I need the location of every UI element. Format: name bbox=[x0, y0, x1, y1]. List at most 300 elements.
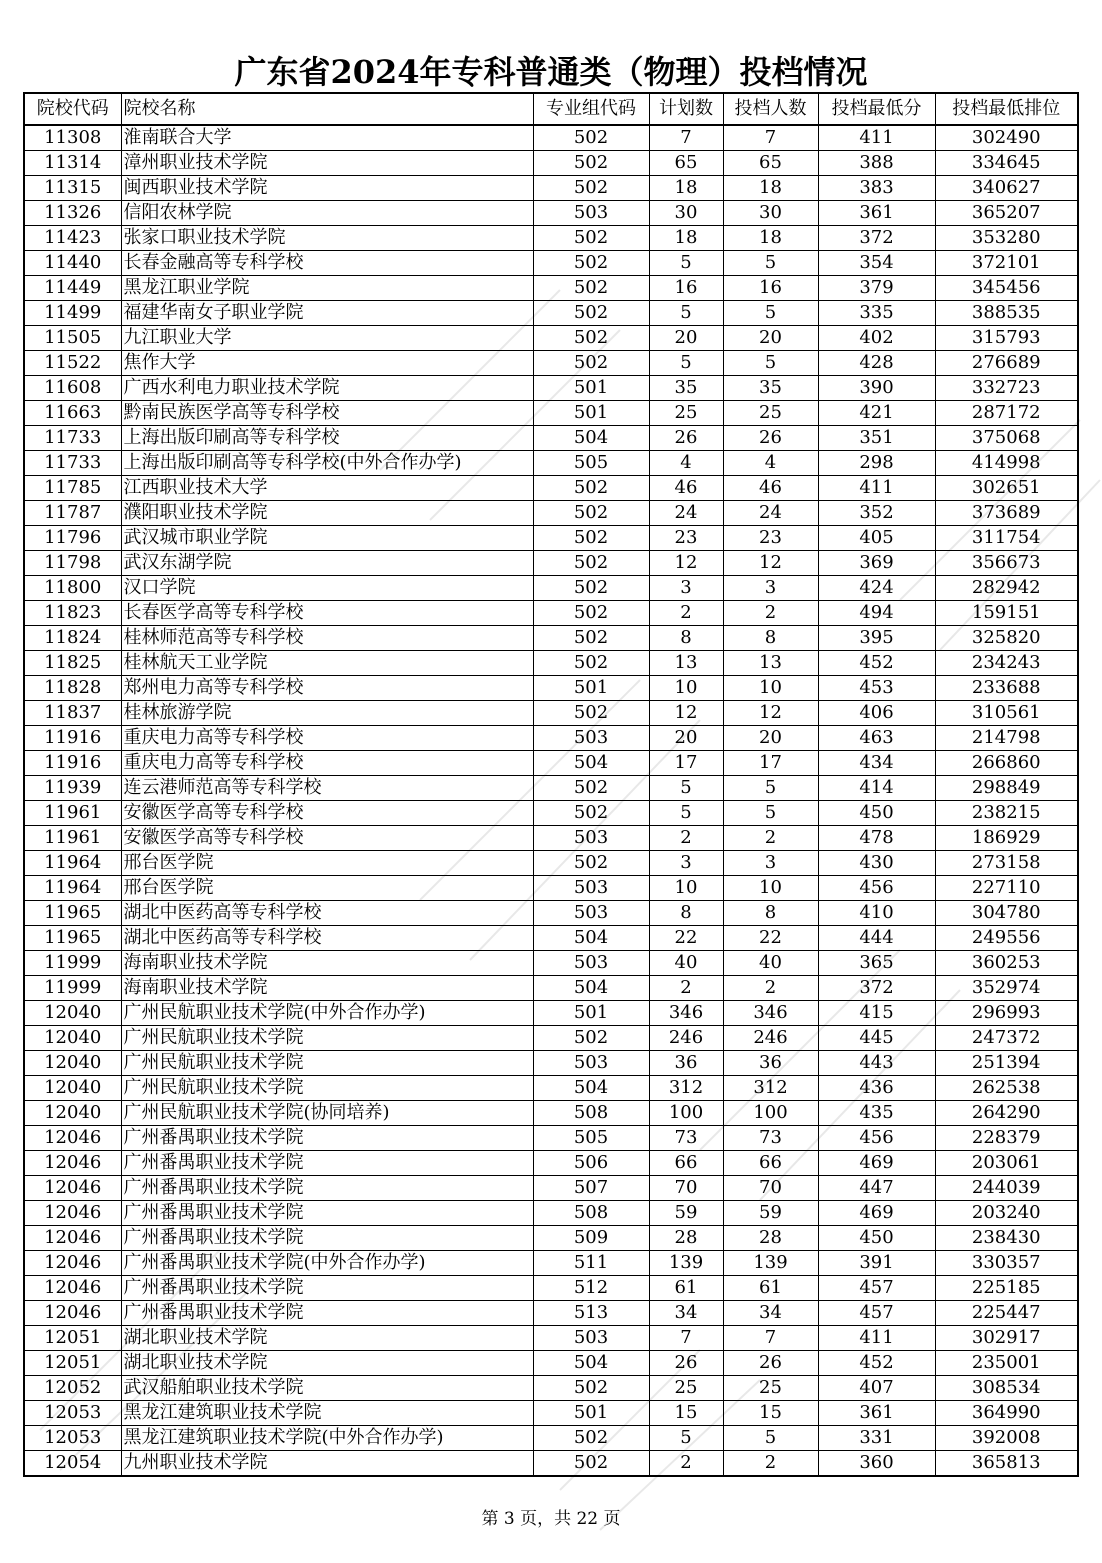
school-code-cell: 12040 bbox=[24, 1101, 121, 1126]
table-row bbox=[24, 701, 1078, 726]
plan-count-cell: 59 bbox=[649, 1201, 723, 1226]
min-rank-cell: 373689 bbox=[935, 501, 1078, 526]
min-rank-cell: 227110 bbox=[935, 876, 1078, 901]
min-score-cell: 405 bbox=[818, 526, 935, 551]
group-code-cell: 513 bbox=[533, 1301, 649, 1326]
school-code-cell: 11823 bbox=[24, 601, 121, 626]
plan-count-cell: 5 bbox=[649, 801, 723, 826]
table-row bbox=[24, 351, 1078, 376]
admitted-count-cell: 5 bbox=[723, 1426, 818, 1451]
table-row bbox=[24, 676, 1078, 701]
table-row bbox=[24, 1301, 1078, 1326]
min-rank-cell: 352974 bbox=[935, 976, 1078, 1001]
table-row bbox=[24, 776, 1078, 801]
admitted-count-cell: 139 bbox=[723, 1251, 818, 1276]
school-code-cell: 11315 bbox=[24, 176, 121, 201]
min-score-cell: 335 bbox=[818, 301, 935, 326]
plan-count-cell: 5 bbox=[649, 251, 723, 276]
school-code-cell: 11314 bbox=[24, 151, 121, 176]
table-row bbox=[24, 576, 1078, 601]
school-code-cell: 12051 bbox=[24, 1351, 121, 1376]
school-code-cell: 11663 bbox=[24, 401, 121, 426]
plan-count-cell: 34 bbox=[649, 1301, 723, 1326]
school-name-cell: 海南职业技术学院 bbox=[121, 951, 533, 976]
table-row bbox=[24, 751, 1078, 776]
group-code-cell: 503 bbox=[533, 876, 649, 901]
school-name-cell: 重庆电力高等专科学校 bbox=[121, 726, 533, 751]
school-code-cell: 12040 bbox=[24, 1051, 121, 1076]
min-rank-cell: 302490 bbox=[935, 125, 1078, 151]
min-score-cell: 410 bbox=[818, 901, 935, 926]
group-code-cell: 504 bbox=[533, 426, 649, 451]
min-rank-cell: 392008 bbox=[935, 1426, 1078, 1451]
table-row bbox=[24, 551, 1078, 576]
school-name-cell: 重庆电力高等专科学校 bbox=[121, 751, 533, 776]
group-code-cell: 503 bbox=[533, 726, 649, 751]
table-row bbox=[24, 301, 1078, 326]
min-rank-cell: 233688 bbox=[935, 676, 1078, 701]
min-score-cell: 379 bbox=[818, 276, 935, 301]
min-rank-cell: 414998 bbox=[935, 451, 1078, 476]
table-row bbox=[24, 125, 1078, 151]
table-row bbox=[24, 251, 1078, 276]
min-score-cell: 453 bbox=[818, 676, 935, 701]
table-row bbox=[24, 326, 1078, 351]
group-code-cell: 502 bbox=[533, 526, 649, 551]
school-name-cell: 黑龙江职业学院 bbox=[121, 276, 533, 301]
group-code-cell: 501 bbox=[533, 1401, 649, 1426]
group-code-cell: 503 bbox=[533, 1326, 649, 1351]
school-name-cell: 广州番禺职业技术学院 bbox=[121, 1126, 533, 1151]
admitted-count-cell: 46 bbox=[723, 476, 818, 501]
table-row bbox=[24, 1026, 1078, 1051]
min-score-cell: 383 bbox=[818, 176, 935, 201]
min-score-cell: 428 bbox=[818, 351, 935, 376]
col-min-rank-header: 投档最低排位 bbox=[935, 93, 1078, 125]
table-row bbox=[24, 1001, 1078, 1026]
plan-count-cell: 30 bbox=[649, 201, 723, 226]
min-score-cell: 390 bbox=[818, 376, 935, 401]
plan-count-cell: 46 bbox=[649, 476, 723, 501]
min-score-cell: 469 bbox=[818, 1151, 935, 1176]
plan-count-cell: 5 bbox=[649, 301, 723, 326]
school-name-cell: 江西职业技术大学 bbox=[121, 476, 533, 501]
school-code-cell: 12054 bbox=[24, 1451, 121, 1477]
min-score-cell: 402 bbox=[818, 326, 935, 351]
school-name-cell: 漳州职业技术学院 bbox=[121, 151, 533, 176]
school-code-cell: 11999 bbox=[24, 976, 121, 1001]
min-score-cell: 415 bbox=[818, 1001, 935, 1026]
admitted-count-cell: 20 bbox=[723, 326, 818, 351]
school-name-cell: 桂林师范高等专科学校 bbox=[121, 626, 533, 651]
min-rank-cell: 247372 bbox=[935, 1026, 1078, 1051]
table-row bbox=[24, 1176, 1078, 1201]
group-code-cell: 502 bbox=[533, 326, 649, 351]
min-score-cell: 411 bbox=[818, 125, 935, 151]
plan-count-cell: 312 bbox=[649, 1076, 723, 1101]
col-plan-header: 计划数 bbox=[649, 93, 723, 125]
school-code-cell: 11505 bbox=[24, 326, 121, 351]
table-row bbox=[24, 526, 1078, 551]
min-rank-cell: 296993 bbox=[935, 1001, 1078, 1026]
table-row bbox=[24, 501, 1078, 526]
min-score-cell: 445 bbox=[818, 1026, 935, 1051]
school-code-cell: 11733 bbox=[24, 451, 121, 476]
school-name-cell: 桂林旅游学院 bbox=[121, 701, 533, 726]
min-score-cell: 452 bbox=[818, 651, 935, 676]
table-row bbox=[24, 176, 1078, 201]
school-name-cell: 湖北职业技术学院 bbox=[121, 1351, 533, 1376]
school-name-cell: 长春金融高等专科学校 bbox=[121, 251, 533, 276]
min-score-cell: 388 bbox=[818, 151, 935, 176]
school-code-cell: 11824 bbox=[24, 626, 121, 651]
group-code-cell: 502 bbox=[533, 176, 649, 201]
school-name-cell: 黑龙江建筑职业技术学院(中外合作办学) bbox=[121, 1426, 533, 1451]
group-code-cell: 502 bbox=[533, 1376, 649, 1401]
min-rank-cell: 273158 bbox=[935, 851, 1078, 876]
min-rank-cell: 238215 bbox=[935, 801, 1078, 826]
admitted-count-cell: 5 bbox=[723, 776, 818, 801]
plan-count-cell: 65 bbox=[649, 151, 723, 176]
school-name-cell: 郑州电力高等专科学校 bbox=[121, 676, 533, 701]
plan-count-cell: 5 bbox=[649, 776, 723, 801]
group-code-cell: 501 bbox=[533, 1001, 649, 1026]
min-rank-cell: 225185 bbox=[935, 1276, 1078, 1301]
school-name-cell: 安徽医学高等专科学校 bbox=[121, 826, 533, 851]
group-code-cell: 508 bbox=[533, 1101, 649, 1126]
min-rank-cell: 251394 bbox=[935, 1051, 1078, 1076]
table-row bbox=[24, 1251, 1078, 1276]
admitted-count-cell: 18 bbox=[723, 226, 818, 251]
plan-count-cell: 2 bbox=[649, 826, 723, 851]
min-rank-cell: 214798 bbox=[935, 726, 1078, 751]
school-code-cell: 12046 bbox=[24, 1276, 121, 1301]
page-title: 广东省2024年专科普通类（物理）投档情况 bbox=[234, 53, 868, 91]
group-code-cell: 501 bbox=[533, 376, 649, 401]
group-code-cell: 502 bbox=[533, 125, 649, 151]
school-code-cell: 11916 bbox=[24, 726, 121, 751]
school-name-cell: 广州民航职业技术学院 bbox=[121, 1076, 533, 1101]
admitted-count-cell: 8 bbox=[723, 901, 818, 926]
min-score-cell: 443 bbox=[818, 1051, 935, 1076]
min-score-cell: 354 bbox=[818, 251, 935, 276]
min-score-cell: 456 bbox=[818, 876, 935, 901]
school-code-cell: 12040 bbox=[24, 1076, 121, 1101]
school-code-cell: 11440 bbox=[24, 251, 121, 276]
admitted-count-cell: 59 bbox=[723, 1201, 818, 1226]
plan-count-cell: 12 bbox=[649, 701, 723, 726]
min-score-cell: 407 bbox=[818, 1376, 935, 1401]
table-row bbox=[24, 226, 1078, 251]
table-body bbox=[24, 125, 1078, 1476]
group-code-cell: 502 bbox=[533, 651, 649, 676]
admitted-count-cell: 40 bbox=[723, 951, 818, 976]
plan-count-cell: 2 bbox=[649, 1451, 723, 1477]
admitted-count-cell: 30 bbox=[723, 201, 818, 226]
admitted-count-cell: 16 bbox=[723, 276, 818, 301]
group-code-cell: 502 bbox=[533, 1026, 649, 1051]
group-code-cell: 511 bbox=[533, 1251, 649, 1276]
min-rank-cell: 244039 bbox=[935, 1176, 1078, 1201]
school-name-cell: 武汉城市职业学院 bbox=[121, 526, 533, 551]
plan-count-cell: 40 bbox=[649, 951, 723, 976]
admitted-count-cell: 36 bbox=[723, 1051, 818, 1076]
group-code-cell: 502 bbox=[533, 276, 649, 301]
table-row bbox=[24, 901, 1078, 926]
admitted-count-cell: 5 bbox=[723, 301, 818, 326]
header-row bbox=[24, 93, 1078, 125]
group-code-cell: 502 bbox=[533, 226, 649, 251]
plan-count-cell: 23 bbox=[649, 526, 723, 551]
min-score-cell: 478 bbox=[818, 826, 935, 851]
plan-count-cell: 28 bbox=[649, 1226, 723, 1251]
group-code-cell: 501 bbox=[533, 401, 649, 426]
school-name-cell: 连云港师范高等专科学校 bbox=[121, 776, 533, 801]
admitted-count-cell: 5 bbox=[723, 251, 818, 276]
school-code-cell: 11939 bbox=[24, 776, 121, 801]
plan-count-cell: 15 bbox=[649, 1401, 723, 1426]
school-name-cell: 桂林航天工业学院 bbox=[121, 651, 533, 676]
admitted-count-cell: 7 bbox=[723, 1326, 818, 1351]
school-name-cell: 广州民航职业技术学院 bbox=[121, 1051, 533, 1076]
group-code-cell: 504 bbox=[533, 926, 649, 951]
group-code-cell: 507 bbox=[533, 1176, 649, 1201]
group-code-cell: 502 bbox=[533, 701, 649, 726]
school-code-cell: 11499 bbox=[24, 301, 121, 326]
school-code-cell: 11961 bbox=[24, 801, 121, 826]
admitted-count-cell: 15 bbox=[723, 1401, 818, 1426]
group-code-cell: 504 bbox=[533, 751, 649, 776]
school-code-cell: 11796 bbox=[24, 526, 121, 551]
admitted-count-cell: 346 bbox=[723, 1001, 818, 1026]
admitted-count-cell: 5 bbox=[723, 801, 818, 826]
min-score-cell: 435 bbox=[818, 1101, 935, 1126]
min-rank-cell: 266860 bbox=[935, 751, 1078, 776]
school-code-cell: 11785 bbox=[24, 476, 121, 501]
plan-count-cell: 10 bbox=[649, 676, 723, 701]
min-rank-cell: 228379 bbox=[935, 1126, 1078, 1151]
school-name-cell: 张家口职业技术学院 bbox=[121, 226, 533, 251]
school-name-cell: 湖北中医药高等专科学校 bbox=[121, 901, 533, 926]
school-code-cell: 12053 bbox=[24, 1426, 121, 1451]
plan-count-cell: 20 bbox=[649, 326, 723, 351]
school-code-cell: 11965 bbox=[24, 926, 121, 951]
min-score-cell: 360 bbox=[818, 1451, 935, 1477]
group-code-cell: 502 bbox=[533, 251, 649, 276]
table-row bbox=[24, 451, 1078, 476]
school-name-cell: 广州番禺职业技术学院 bbox=[121, 1201, 533, 1226]
admitted-count-cell: 22 bbox=[723, 926, 818, 951]
table-row bbox=[24, 1201, 1078, 1226]
admitted-count-cell: 3 bbox=[723, 576, 818, 601]
min-rank-cell: 264290 bbox=[935, 1101, 1078, 1126]
min-rank-cell: 325820 bbox=[935, 626, 1078, 651]
school-name-cell: 海南职业技术学院 bbox=[121, 976, 533, 1001]
min-rank-cell: 276689 bbox=[935, 351, 1078, 376]
table-header bbox=[24, 93, 1078, 125]
admitted-count-cell: 23 bbox=[723, 526, 818, 551]
group-code-cell: 502 bbox=[533, 1451, 649, 1477]
min-score-cell: 406 bbox=[818, 701, 935, 726]
plan-count-cell: 7 bbox=[649, 1326, 723, 1351]
admitted-count-cell: 66 bbox=[723, 1151, 818, 1176]
admitted-count-cell: 12 bbox=[723, 701, 818, 726]
plan-count-cell: 5 bbox=[649, 351, 723, 376]
school-code-cell: 11787 bbox=[24, 501, 121, 526]
school-code-cell: 11965 bbox=[24, 901, 121, 926]
group-code-cell: 505 bbox=[533, 1126, 649, 1151]
group-code-cell: 502 bbox=[533, 801, 649, 826]
min-rank-cell: 315793 bbox=[935, 326, 1078, 351]
plan-count-cell: 73 bbox=[649, 1126, 723, 1151]
min-rank-cell: 203061 bbox=[935, 1151, 1078, 1176]
min-rank-cell: 388535 bbox=[935, 301, 1078, 326]
admitted-count-cell: 18 bbox=[723, 176, 818, 201]
plan-count-cell: 139 bbox=[649, 1251, 723, 1276]
min-score-cell: 331 bbox=[818, 1426, 935, 1451]
admitted-count-cell: 35 bbox=[723, 376, 818, 401]
plan-count-cell: 20 bbox=[649, 726, 723, 751]
admitted-count-cell: 24 bbox=[723, 501, 818, 526]
min-rank-cell: 235001 bbox=[935, 1351, 1078, 1376]
school-name-cell: 邢台医学院 bbox=[121, 851, 533, 876]
min-rank-cell: 360253 bbox=[935, 951, 1078, 976]
min-score-cell: 372 bbox=[818, 226, 935, 251]
plan-count-cell: 18 bbox=[649, 176, 723, 201]
min-score-cell: 365 bbox=[818, 951, 935, 976]
plan-count-cell: 35 bbox=[649, 376, 723, 401]
plan-count-cell: 22 bbox=[649, 926, 723, 951]
school-name-cell: 淮南联合大学 bbox=[121, 125, 533, 151]
plan-count-cell: 100 bbox=[649, 1101, 723, 1126]
group-code-cell: 502 bbox=[533, 551, 649, 576]
page-footer: 第 3 页，共 22 页 bbox=[481, 1509, 621, 1529]
plan-count-cell: 7 bbox=[649, 125, 723, 151]
school-name-cell: 长春医学高等专科学校 bbox=[121, 601, 533, 626]
col-admitted-header: 投档人数 bbox=[723, 93, 818, 125]
school-code-cell: 12040 bbox=[24, 1026, 121, 1051]
admitted-count-cell: 61 bbox=[723, 1276, 818, 1301]
school-name-cell: 九州职业技术学院 bbox=[121, 1451, 533, 1477]
admitted-count-cell: 2 bbox=[723, 976, 818, 1001]
min-rank-cell: 304780 bbox=[935, 901, 1078, 926]
admitted-count-cell: 13 bbox=[723, 651, 818, 676]
group-code-cell: 503 bbox=[533, 826, 649, 851]
school-name-cell: 上海出版印刷高等专科学校 bbox=[121, 426, 533, 451]
admitted-count-cell: 70 bbox=[723, 1176, 818, 1201]
group-code-cell: 502 bbox=[533, 601, 649, 626]
admitted-count-cell: 7 bbox=[723, 125, 818, 151]
min-score-cell: 298 bbox=[818, 451, 935, 476]
group-code-cell: 501 bbox=[533, 676, 649, 701]
table-row bbox=[24, 276, 1078, 301]
min-rank-cell: 203240 bbox=[935, 1201, 1078, 1226]
school-name-cell: 广州民航职业技术学院 bbox=[121, 1026, 533, 1051]
table-row bbox=[24, 1426, 1078, 1451]
min-score-cell: 457 bbox=[818, 1301, 935, 1326]
group-code-cell: 508 bbox=[533, 1201, 649, 1226]
school-code-cell: 12046 bbox=[24, 1251, 121, 1276]
min-score-cell: 391 bbox=[818, 1251, 935, 1276]
min-score-cell: 450 bbox=[818, 1226, 935, 1251]
min-rank-cell: 308534 bbox=[935, 1376, 1078, 1401]
school-name-cell: 广州番禺职业技术学院 bbox=[121, 1276, 533, 1301]
group-code-cell: 503 bbox=[533, 951, 649, 976]
admitted-count-cell: 2 bbox=[723, 1451, 818, 1477]
min-rank-cell: 330357 bbox=[935, 1251, 1078, 1276]
school-code-cell: 12046 bbox=[24, 1201, 121, 1226]
school-code-cell: 11964 bbox=[24, 876, 121, 901]
table-row bbox=[24, 1076, 1078, 1101]
min-rank-cell: 310561 bbox=[935, 701, 1078, 726]
admitted-count-cell: 3 bbox=[723, 851, 818, 876]
admitted-count-cell: 65 bbox=[723, 151, 818, 176]
school-name-cell: 黑龙江建筑职业技术学院 bbox=[121, 1401, 533, 1426]
table-row bbox=[24, 426, 1078, 451]
min-score-cell: 469 bbox=[818, 1201, 935, 1226]
table-row bbox=[24, 476, 1078, 501]
group-code-cell: 502 bbox=[533, 476, 649, 501]
min-score-cell: 351 bbox=[818, 426, 935, 451]
plan-count-cell: 26 bbox=[649, 426, 723, 451]
school-name-cell: 武汉船舶职业技术学院 bbox=[121, 1376, 533, 1401]
min-rank-cell: 340627 bbox=[935, 176, 1078, 201]
table-row bbox=[24, 1351, 1078, 1376]
group-code-cell: 505 bbox=[533, 451, 649, 476]
plan-count-cell: 66 bbox=[649, 1151, 723, 1176]
school-name-cell: 黔南民族医学高等专科学校 bbox=[121, 401, 533, 426]
school-code-cell: 12046 bbox=[24, 1176, 121, 1201]
plan-count-cell: 246 bbox=[649, 1026, 723, 1051]
min-score-cell: 457 bbox=[818, 1276, 935, 1301]
group-code-cell: 502 bbox=[533, 1426, 649, 1451]
group-code-cell: 506 bbox=[533, 1151, 649, 1176]
min-rank-cell: 364990 bbox=[935, 1401, 1078, 1426]
plan-count-cell: 61 bbox=[649, 1276, 723, 1301]
school-code-cell: 11828 bbox=[24, 676, 121, 701]
admitted-count-cell: 28 bbox=[723, 1226, 818, 1251]
min-score-cell: 424 bbox=[818, 576, 935, 601]
admitted-count-cell: 17 bbox=[723, 751, 818, 776]
school-name-cell: 安徽医学高等专科学校 bbox=[121, 801, 533, 826]
min-rank-cell: 345456 bbox=[935, 276, 1078, 301]
plan-count-cell: 3 bbox=[649, 576, 723, 601]
table-row bbox=[24, 1276, 1078, 1301]
min-rank-cell: 356673 bbox=[935, 551, 1078, 576]
school-name-cell: 九江职业大学 bbox=[121, 326, 533, 351]
school-name-cell: 湖北中医药高等专科学校 bbox=[121, 926, 533, 951]
min-rank-cell: 262538 bbox=[935, 1076, 1078, 1101]
table-row bbox=[24, 651, 1078, 676]
school-code-cell: 12046 bbox=[24, 1301, 121, 1326]
min-rank-cell: 302651 bbox=[935, 476, 1078, 501]
plan-count-cell: 13 bbox=[649, 651, 723, 676]
admitted-count-cell: 26 bbox=[723, 1351, 818, 1376]
plan-count-cell: 17 bbox=[649, 751, 723, 776]
table-row bbox=[24, 626, 1078, 651]
school-name-cell: 广州番禺职业技术学院 bbox=[121, 1301, 533, 1326]
min-score-cell: 434 bbox=[818, 751, 935, 776]
school-name-cell: 福建华南女子职业学院 bbox=[121, 301, 533, 326]
table-row bbox=[24, 151, 1078, 176]
admitted-count-cell: 312 bbox=[723, 1076, 818, 1101]
school-name-cell: 武汉东湖学院 bbox=[121, 551, 533, 576]
group-code-cell: 503 bbox=[533, 901, 649, 926]
min-score-cell: 411 bbox=[818, 476, 935, 501]
min-rank-cell: 225447 bbox=[935, 1301, 1078, 1326]
admitted-count-cell: 25 bbox=[723, 401, 818, 426]
min-rank-cell: 186929 bbox=[935, 826, 1078, 851]
